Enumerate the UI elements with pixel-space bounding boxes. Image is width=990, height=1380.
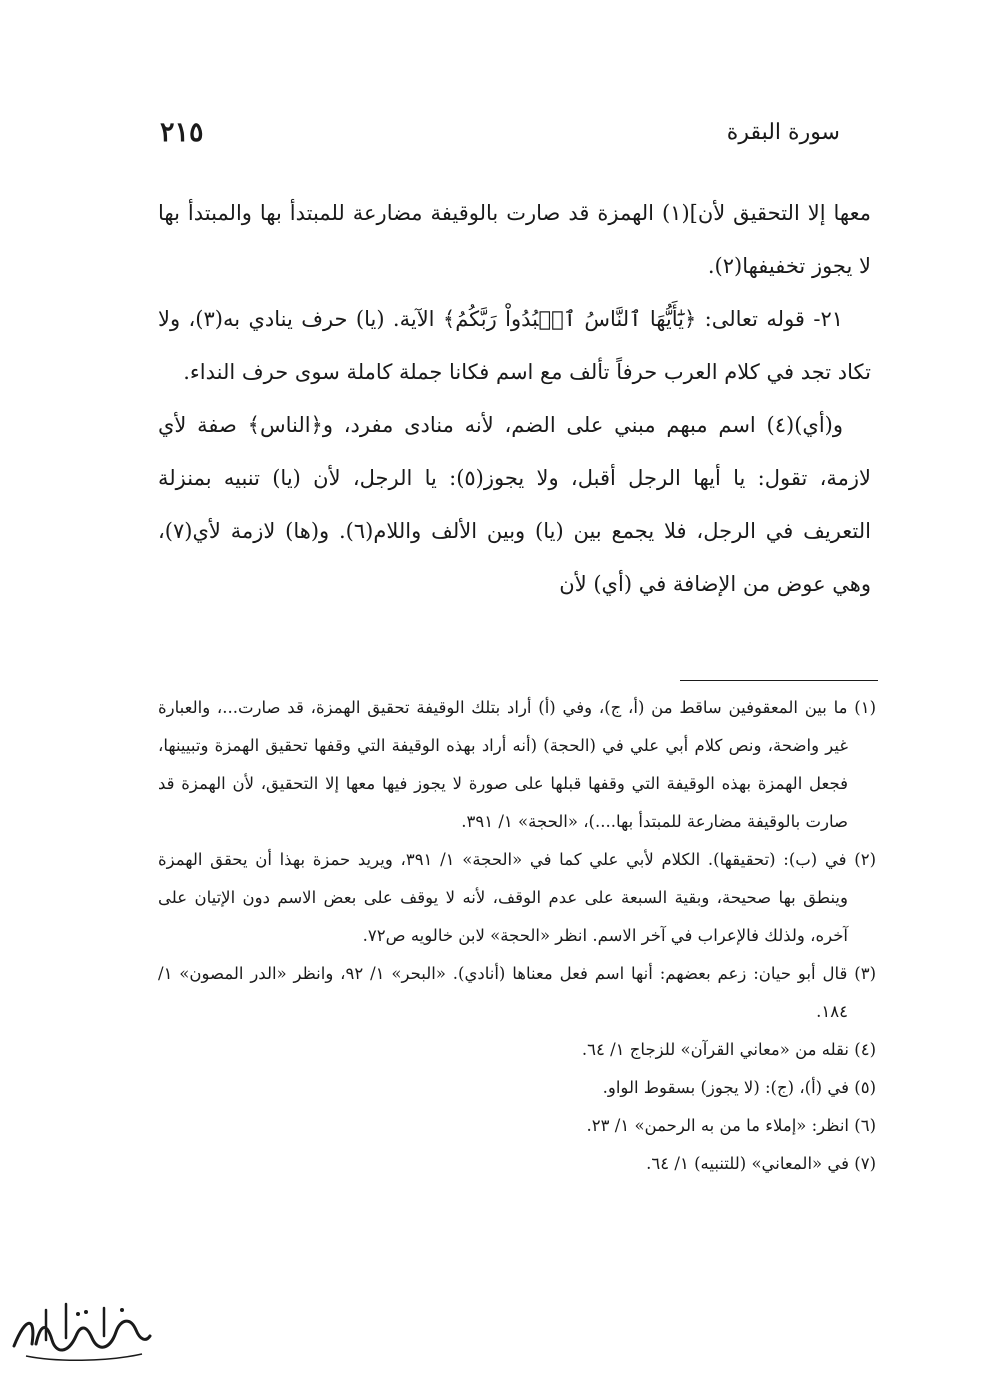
paragraph: معها إلا التحقيق لأن](١) الهمزة قد صارت بالوقيفة مضارعة للمبتدأ بها والمبتدأ بها لا يجوز تخفيفها(٢). bbox=[158, 201, 871, 278]
footnote: (٣) قال أبو حيان: زعم بعضهم: أنها اسم فعل معناها (أنادي). «البحر» ١/ ٩٢، وانظر «الدر المصون» ١/ ١٨٤. bbox=[158, 964, 876, 1021]
footnote: (٦) انظر: «إملاء ما من به الرحمن» ١/ ٢٣. bbox=[586, 1116, 876, 1135]
paragraph: ٢١- قوله تعالى: ﴿يَٰٓأَيُّهَا ٱلنَّاسُ ٱعۡبُدُواْ رَبَّكُمُ﴾ الآية. (يا) حرف ينادي به(٣)، ولا تكاد تجد في كلام العرب حرفاً تألف مع اسم فكانا جملة كاملة سوى حرف النداء. bbox=[158, 307, 871, 384]
footnote: (٥) في (أ)، (ج): (لا يجوز) بسقوط الواو. bbox=[602, 1078, 876, 1097]
paragraph: و(أي)(٤) اسم مبهم مبني على الضم، لأنه منادى مفرد، و﴿الناس﴾ صفة لأي لازمة، تقول: يا أيها الرجل أقبل، ولا يجوز(٥): يا الرجل، لأن (يا) تنبيه بمنزلة التعريف في الرجل، فلا يجمع بين (يا) وبين الألف واللام(٦). و(ها) لازمة لأي(٧)، وهي عوض من الإضافة في (أي) لأن bbox=[158, 413, 871, 596]
calligraphy-logo-icon bbox=[6, 1296, 154, 1366]
footnote: (٤) نقله من «معاني القرآن» للزجاج ١/ ٦٤. bbox=[581, 1040, 876, 1059]
surah-name: سورة البقرة bbox=[726, 119, 840, 145]
footnotes bbox=[158, 689, 876, 1183]
main-text bbox=[158, 187, 871, 611]
footnote: (١) ما بين المعقوفين ساقط من (أ، ج)، وفي (أ) أراد بتلك الوقيفة تحقيق الهمزة، قد صارت...، والعبارة غير واضحة، ونص كلام أبي علي في (الحجة) (أنه أراد بهذه الوقيفة التي وقفها تحقيق الهمزة وتبيينها، فجعل الهمزة بهذه الوقيفة التي وقفها قبلها على صورة لا يجوز فيها معها إلا التحقيق، لأن الهمزة قد صارت بالوقيفة مضارعة للمبتدأ بها....)، «الحجة» ١/ ٣٩١. bbox=[158, 698, 876, 831]
running-head bbox=[160, 112, 840, 152]
footnote-separator bbox=[680, 680, 878, 681]
publisher-logo bbox=[6, 1296, 154, 1366]
footnote: (٧) في «المعاني» (للتنبيه) ١/ ٦٤. bbox=[646, 1154, 876, 1173]
footnote: (٢) في (ب): (تحقيقها). الكلام لأبي علي كما في «الحجة» ١/ ٣٩١، ويريد حمزة بهذا أن يحقق الهمزة وينطق بها صحيحة، وبقية السبعة على عدم الوقف، لأنه لا يوقف على بعض الاسم دون الإتيان على آخره، ولذلك فالإعراب في آخر الاسم. انظر «الحجة» لابن خالويه ص٧٢. bbox=[158, 850, 876, 945]
page-number: ٢١٥ bbox=[160, 116, 204, 148]
